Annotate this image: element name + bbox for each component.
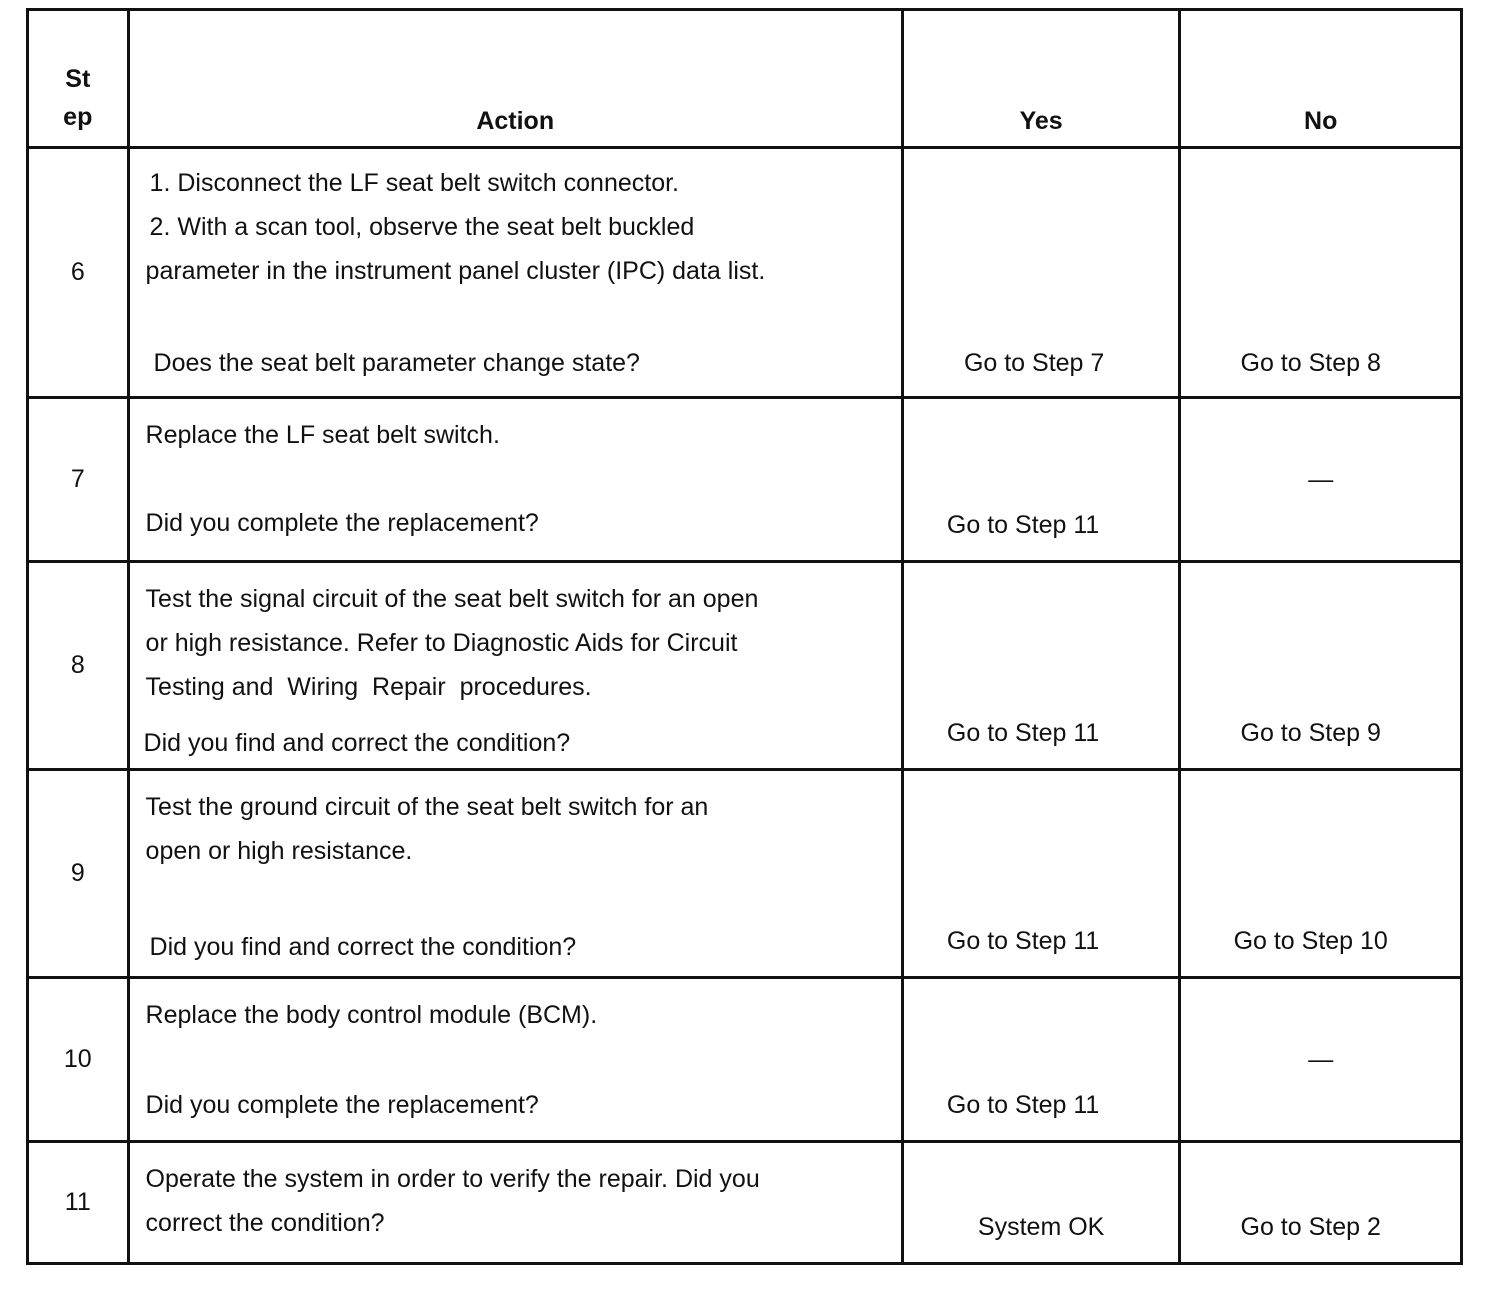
action-question: Did you find and correct the condition? [143,729,571,757]
no-result: Go to Step 2 [1240,1213,1381,1241]
table-row [28,148,1462,398]
header-row [28,10,1462,148]
header-no: No [1180,10,1462,148]
yes-result: Go to Step 11 [946,927,1100,955]
action-line: Replace the body control module (BCM). [145,1001,598,1029]
no-cell [1180,562,1462,770]
action-line: Test the ground circuit of the seat belt switch for an [145,793,709,821]
action-cell [128,1142,902,1264]
yes-cell [902,398,1180,562]
header-action: Action [128,10,902,148]
step-number: 10 [28,978,129,1142]
diagnostic-steps-table [26,8,1463,1265]
table-row [28,398,1462,562]
action-line: Operate the system in order to verify the repair. Did you [145,1165,760,1193]
action-line: parameter in the instrument panel cluster (IPC) data list. [145,257,766,285]
action-cell [128,398,902,562]
no-result: Go to Step 8 [1240,349,1381,377]
no-result: — [1308,1045,1334,1073]
yes-cell [902,562,1180,770]
step-number: 11 [28,1142,129,1264]
yes-result: Go to Step 11 [946,719,1100,747]
no-cell [1180,1142,1462,1264]
action-line: 1. Disconnect the LF seat belt switch connector. [149,169,679,197]
yes-cell [902,770,1180,978]
yes-cell [902,1142,1180,1264]
action-cell [128,148,902,398]
action-cell [128,770,902,978]
action-question: Did you complete the replacement? [145,1091,539,1119]
action-line: correct the condition? [145,1209,385,1237]
header-step [28,10,129,148]
action-line: Replace the LF seat belt switch. [145,421,500,449]
yes-result: System OK [977,1213,1105,1241]
yes-result: Go to Step 11 [946,1091,1100,1119]
header-step-label: St ep [63,65,93,131]
action-cell [128,562,902,770]
header-yes: Yes [902,10,1180,148]
yes-result: Go to Step 11 [946,511,1100,539]
action-line: open or high resistance. [145,837,413,865]
yes-cell [902,978,1180,1142]
table-row [28,978,1462,1142]
step-number: 9 [28,770,129,978]
action-line: Test the signal circuit of the seat belt switch for an open [145,585,759,613]
table-row [28,1142,1462,1264]
no-cell [1180,770,1462,978]
table-row [28,770,1462,978]
no-result: Go to Step 9 [1240,719,1381,747]
action-cell [128,978,902,1142]
step-number: 7 [28,398,129,562]
step-number: 6 [28,148,129,398]
no-cell [1180,148,1462,398]
action-line: 2. With a scan tool, observe the seat belt buckled [149,213,695,241]
table-row [28,562,1462,770]
yes-cell [902,148,1180,398]
action-question: Does the seat belt parameter change state? [153,349,640,377]
action-question: Did you complete the replacement? [145,509,539,537]
no-cell [1180,398,1462,562]
action-line: Testing and Wiring Repair procedures. [145,673,592,701]
step-number: 8 [28,562,129,770]
no-cell [1180,978,1462,1142]
no-result: — [1308,465,1334,493]
action-question: Did you find and correct the condition? [149,933,577,961]
yes-result: Go to Step 7 [963,349,1105,377]
no-result: Go to Step 10 [1233,927,1388,955]
action-line: or high resistance. Refer to Diagnostic Aids for Circuit [145,629,738,657]
